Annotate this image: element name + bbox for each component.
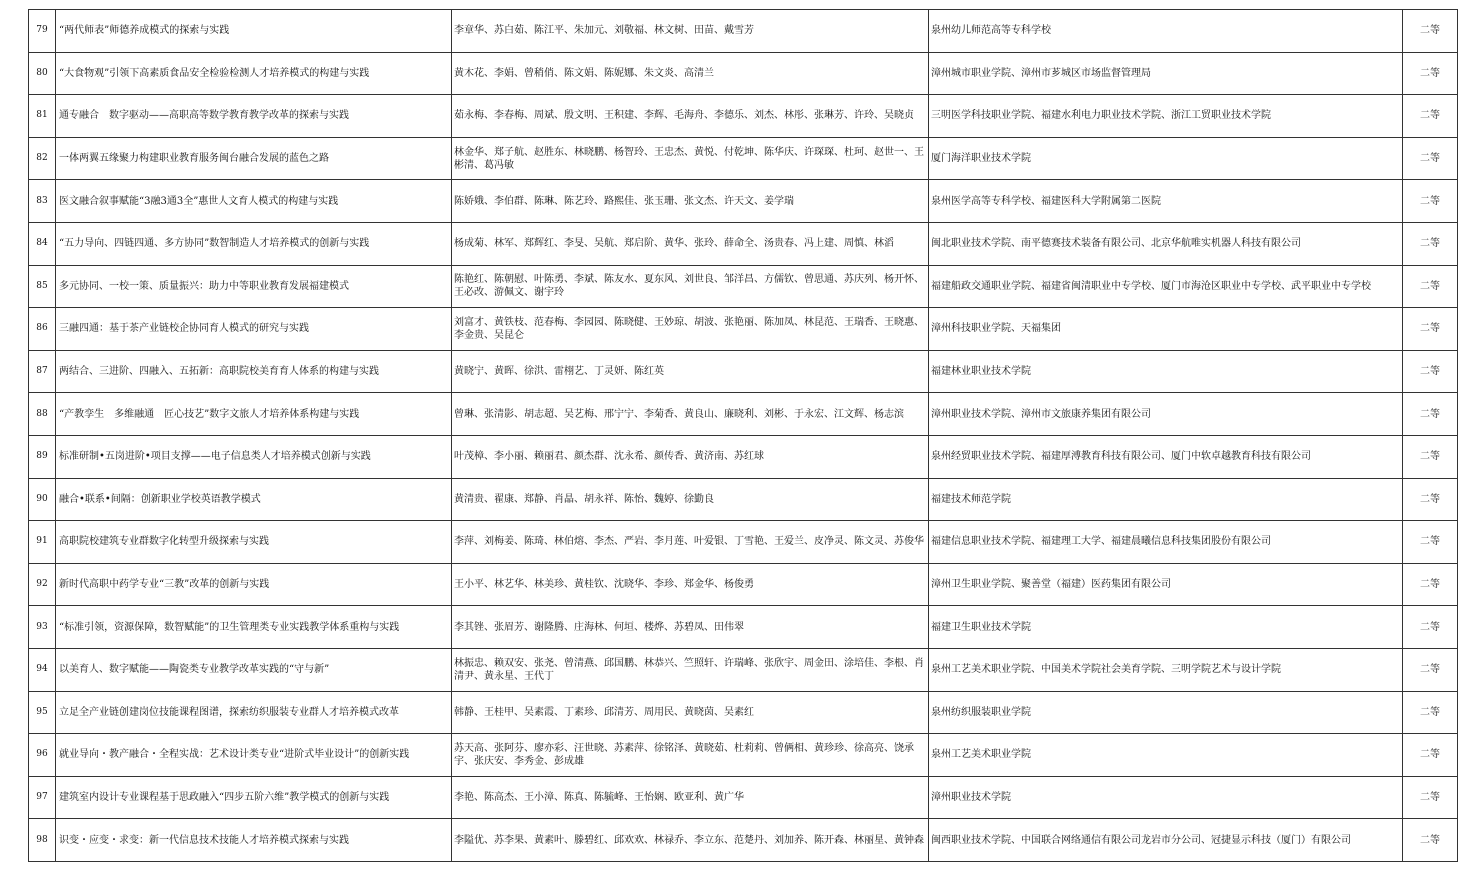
- cell-units: 厦门海洋职业技术学院: [929, 137, 1403, 180]
- cell-members: 曾琳、张清影、胡志超、吴艺梅、邢宁宁、李菊香、黄良山、廉晓利、刘彬、于永宏、江文辉、杨志滨: [452, 393, 929, 436]
- cell-project-title: “五力导向、四链四通、多方协同”数智制造人才培养模式的创新与实践: [56, 222, 452, 265]
- cell-units: 漳州科技职业学院、天福集团: [929, 308, 1403, 351]
- cell-units: 福建信息职业技术学院、福建理工大学、福建晨曦信息科技集团股份有限公司: [929, 521, 1403, 564]
- table-row: [29, 563, 1458, 606]
- cell-members: 李萍、刘梅姜、陈琦、林伯熔、李杰、严岩、李月莲、叶爱银、丁雪艳、王爱兰、皮净灵、陈文灵、苏俊华: [452, 521, 929, 564]
- cell-members: 王小平、林艺华、林美珍、黄桂钦、沈晓华、李珍、郑金华、杨俊勇: [452, 563, 929, 606]
- cell-number: 82: [29, 137, 56, 180]
- cell-grade: 二等: [1403, 734, 1458, 777]
- cell-units: 闽西职业技术学院、中国联合网络通信有限公司龙岩市分公司、冠捷显示科技（厦门）有限公司: [929, 819, 1403, 862]
- cell-number: 93: [29, 606, 56, 649]
- cell-number: 85: [29, 265, 56, 308]
- cell-units: 漳州城市职业学院、漳州市芗城区市场监督管理局: [929, 52, 1403, 95]
- cell-project-title: 立足全产业链创建岗位技能课程图谱，探索纺织服装专业群人才培养模式改革: [56, 691, 452, 734]
- cell-units: 福建林业职业技术学院: [929, 350, 1403, 393]
- cell-project-title: 医文融合叙事赋能“3融3通3全”惠世人文育人模式的构建与实践: [56, 180, 452, 223]
- table-row: [29, 265, 1458, 308]
- cell-members: 刘富才、黄铁枝、范春梅、李园园、陈晓健、王妙琼、胡波、张艳丽、陈加凤、林昆范、王瑞香、王晓惠、李金贵、吴昆仑: [452, 308, 929, 351]
- cell-grade: 二等: [1403, 180, 1458, 223]
- cell-units: 泉州纺织服装职业学院: [929, 691, 1403, 734]
- cell-units: 闽北职业技术学院、南平德赛技术装备有限公司、北京华航唯实机器人科技有限公司: [929, 222, 1403, 265]
- cell-number: 97: [29, 776, 56, 819]
- cell-members: 林金华、郑子航、赵胜东、林晓鹏、杨智玲、王忠杰、黄悦、付乾坤、陈华庆、许琛琛、杜珂、赵世一、王彬清、葛冯敏: [452, 137, 929, 180]
- table-row: [29, 606, 1458, 649]
- cell-project-title: “产教孪生 多维融通 匠心技艺”数字文旅人才培养体系构建与实践: [56, 393, 452, 436]
- cell-project-title: 标准研制•五岗进阶•项目支撑——电子信息类人才培养模式创新与实践: [56, 435, 452, 478]
- cell-units: 漳州职业技术学院、漳州市文旅康养集团有限公司: [929, 393, 1403, 436]
- cell-project-title: 三融四通：基于茶产业链校企协同育人模式的研究与实践: [56, 308, 452, 351]
- cell-number: 94: [29, 648, 56, 691]
- cell-members: 杨成菊、林军、郑辉红、李旻、吴航、郑启阶、黄华、张玲、薛命全、汤贵春、冯上建、周慎、林滔: [452, 222, 929, 265]
- cell-project-title: 建筑室内设计专业课程基于思政融入“四步五阶六维”教学模式的创新与实践: [56, 776, 452, 819]
- cell-number: 91: [29, 521, 56, 564]
- table-row: [29, 734, 1458, 777]
- cell-number: 79: [29, 10, 56, 53]
- cell-grade: 二等: [1403, 222, 1458, 265]
- cell-grade: 二等: [1403, 265, 1458, 308]
- cell-units: 福建卫生职业技术学院: [929, 606, 1403, 649]
- cell-units: 泉州医学高等专科学校、福建医科大学附属第二医院: [929, 180, 1403, 223]
- table-row: [29, 350, 1458, 393]
- cell-project-title: “标准引领，资源保障，数智赋能”的卫生管理类专业实践教学体系重构与实践: [56, 606, 452, 649]
- cell-members: 黄清贵、翟康、郑静、肖晶、胡永祥、陈怡、魏婷、徐勤良: [452, 478, 929, 521]
- table-row: [29, 52, 1458, 95]
- cell-members: 陈娇娥、李伯群、陈琳、陈艺玲、路熙佳、张玉珊、张文杰、许天文、姜学瑞: [452, 180, 929, 223]
- cell-grade: 二等: [1403, 819, 1458, 862]
- cell-grade: 二等: [1403, 308, 1458, 351]
- cell-members: 黄木花、李娟、曾稍俏、陈文娟、陈妮娜、朱文炎、高清兰: [452, 52, 929, 95]
- awards-table-body: [29, 10, 1458, 862]
- cell-grade: 二等: [1403, 606, 1458, 649]
- cell-members: 陈艳红、陈朝慰、叶陈勇、李斌、陈友水、夏东风、刘世良、邹洋昌、方儒钦、曾思通、苏庆列、杨开怀、王必改、游佩文、谢宇玲: [452, 265, 929, 308]
- cell-grade: 二等: [1403, 648, 1458, 691]
- table-row: [29, 137, 1458, 180]
- cell-project-title: 两结合、三进阶、四融入、五拓新：高职院校美育育人体系的构建与实践: [56, 350, 452, 393]
- cell-number: 87: [29, 350, 56, 393]
- cell-units: 泉州工艺美术职业学院: [929, 734, 1403, 777]
- cell-units: 漳州职业技术学院: [929, 776, 1403, 819]
- table-row: [29, 180, 1458, 223]
- cell-project-title: 多元协同、一校一策、质量振兴：助力中等职业教育发展福建模式: [56, 265, 452, 308]
- cell-number: 84: [29, 222, 56, 265]
- cell-project-title: “大食物观”引领下高素质食品安全检验检测人才培养模式的构建与实践: [56, 52, 452, 95]
- cell-grade: 二等: [1403, 350, 1458, 393]
- cell-grade: 二等: [1403, 95, 1458, 138]
- cell-grade: 二等: [1403, 521, 1458, 564]
- cell-members: 韩静、王桂甲、吴素霞、丁素珍、邱清芳、周用民、黄晓茵、吴素红: [452, 691, 929, 734]
- cell-project-title: 融合•联系•间隔：创新职业学校英语教学模式: [56, 478, 452, 521]
- cell-grade: 二等: [1403, 478, 1458, 521]
- cell-project-title: “两代师表”师德养成模式的探索与实践: [56, 10, 452, 53]
- cell-grade: 二等: [1403, 52, 1458, 95]
- cell-units: 福建船政交通职业学院、福建省闽清职业中专学校、厦门市海沧区职业中专学校、武平职业中专学校: [929, 265, 1403, 308]
- cell-grade: 二等: [1403, 563, 1458, 606]
- cell-grade: 二等: [1403, 435, 1458, 478]
- cell-units: 泉州工艺美术职业学院、中国美术学院社会美育学院、三明学院艺术与设计学院: [929, 648, 1403, 691]
- cell-grade: 二等: [1403, 691, 1458, 734]
- cell-number: 86: [29, 308, 56, 351]
- table-row: [29, 435, 1458, 478]
- table-row: [29, 648, 1458, 691]
- cell-number: 98: [29, 819, 56, 862]
- cell-grade: 二等: [1403, 10, 1458, 53]
- cell-number: 80: [29, 52, 56, 95]
- cell-number: 90: [29, 478, 56, 521]
- cell-units: 漳州卫生职业学院、聚善堂（福建）医药集团有限公司: [929, 563, 1403, 606]
- table-row: [29, 393, 1458, 436]
- cell-project-title: 一体两翼五缘聚力构建职业教育服务闽台融合发展的蓝色之路: [56, 137, 452, 180]
- cell-project-title: 新时代高职中药学专业“三教”改革的创新与实践: [56, 563, 452, 606]
- cell-number: 83: [29, 180, 56, 223]
- cell-grade: 二等: [1403, 393, 1458, 436]
- cell-project-title: 通专融合 数字驱动——高职高等数学教育教学改革的探索与实践: [56, 95, 452, 138]
- table-row: [29, 222, 1458, 265]
- table-row: [29, 308, 1458, 351]
- cell-project-title: 以美育人、数字赋能——陶瓷类专业教学改革实践的“守与新”: [56, 648, 452, 691]
- cell-number: 89: [29, 435, 56, 478]
- cell-members: 叶茂樟、李小丽、赖丽君、颜杰群、沈永希、颜传香、黄济南、苏红球: [452, 435, 929, 478]
- table-row: [29, 521, 1458, 564]
- cell-number: 81: [29, 95, 56, 138]
- cell-members: 黄晓宁、黄晖、徐洪、雷栩艺、丁灵妍、陈红英: [452, 350, 929, 393]
- table-row: [29, 776, 1458, 819]
- cell-members: 苏天高、张阿芬、廖亦彩、汪世晓、苏素萍、徐铭泽、黄晓茹、杜莉莉、曾俩相、黄珍珍、徐高亮、饶承宇、张庆安、李秀金、彭成雄: [452, 734, 929, 777]
- cell-members: 李艳、陈高杰、王小漳、陈真、陈毓峰、王怡娴、欧亚利、黄广华: [452, 776, 929, 819]
- table-row: [29, 691, 1458, 734]
- cell-members: 李章华、苏白茹、陈江平、朱加元、刘敬福、林文树、田苗、戴雪芳: [452, 10, 929, 53]
- awards-table: [28, 9, 1458, 862]
- cell-members: 茹永梅、李春梅、周斌、殷文明、王积建、李辉、毛海舟、李德乐、刘杰、林彤、张琳芳、许玲、吴晓贞: [452, 95, 929, 138]
- cell-number: 88: [29, 393, 56, 436]
- cell-units: 福建技术师范学院: [929, 478, 1403, 521]
- table-row: [29, 95, 1458, 138]
- cell-number: 95: [29, 691, 56, 734]
- cell-members: 李其锉、张眉芳、谢隆腾、庄海林、何垣、楼烨、苏碧凤、田伟翠: [452, 606, 929, 649]
- table-row: [29, 10, 1458, 53]
- cell-project-title: 识变・应变・求变：新一代信息技术技能人才培养模式探索与实践: [56, 819, 452, 862]
- cell-number: 92: [29, 563, 56, 606]
- cell-units: 三明医学科技职业学院、福建水利电力职业技术学院、浙江工贸职业技术学院: [929, 95, 1403, 138]
- table-row: [29, 819, 1458, 862]
- cell-grade: 二等: [1403, 776, 1458, 819]
- cell-members: 林振忠、赖双安、张尧、曾清燕、邱国鹏、林恭兴、竺照轩、许瑞峰、张欣宇、周金田、涂培佳、李根、肖清尹、黄永星、王代丁: [452, 648, 929, 691]
- cell-members: 李隘优、苏李果、黄素叶、滕碧红、邱欢欢、林禄乔、李立东、范楚丹、刘加养、陈开森、林丽星、黄钟森: [452, 819, 929, 862]
- cell-units: 泉州幼儿师范高等专科学校: [929, 10, 1403, 53]
- cell-number: 96: [29, 734, 56, 777]
- cell-project-title: 高职院校建筑专业群数字化转型升级探索与实践: [56, 521, 452, 564]
- cell-project-title: 就业导向・教产融合・全程实战：艺术设计类专业“进阶式毕业设计”的创新实践: [56, 734, 452, 777]
- cell-units: 泉州经贸职业技术学院、福建厚溥教育科技有限公司、厦门中软卓越教育科技有限公司: [929, 435, 1403, 478]
- cell-grade: 二等: [1403, 137, 1458, 180]
- table-row: [29, 478, 1458, 521]
